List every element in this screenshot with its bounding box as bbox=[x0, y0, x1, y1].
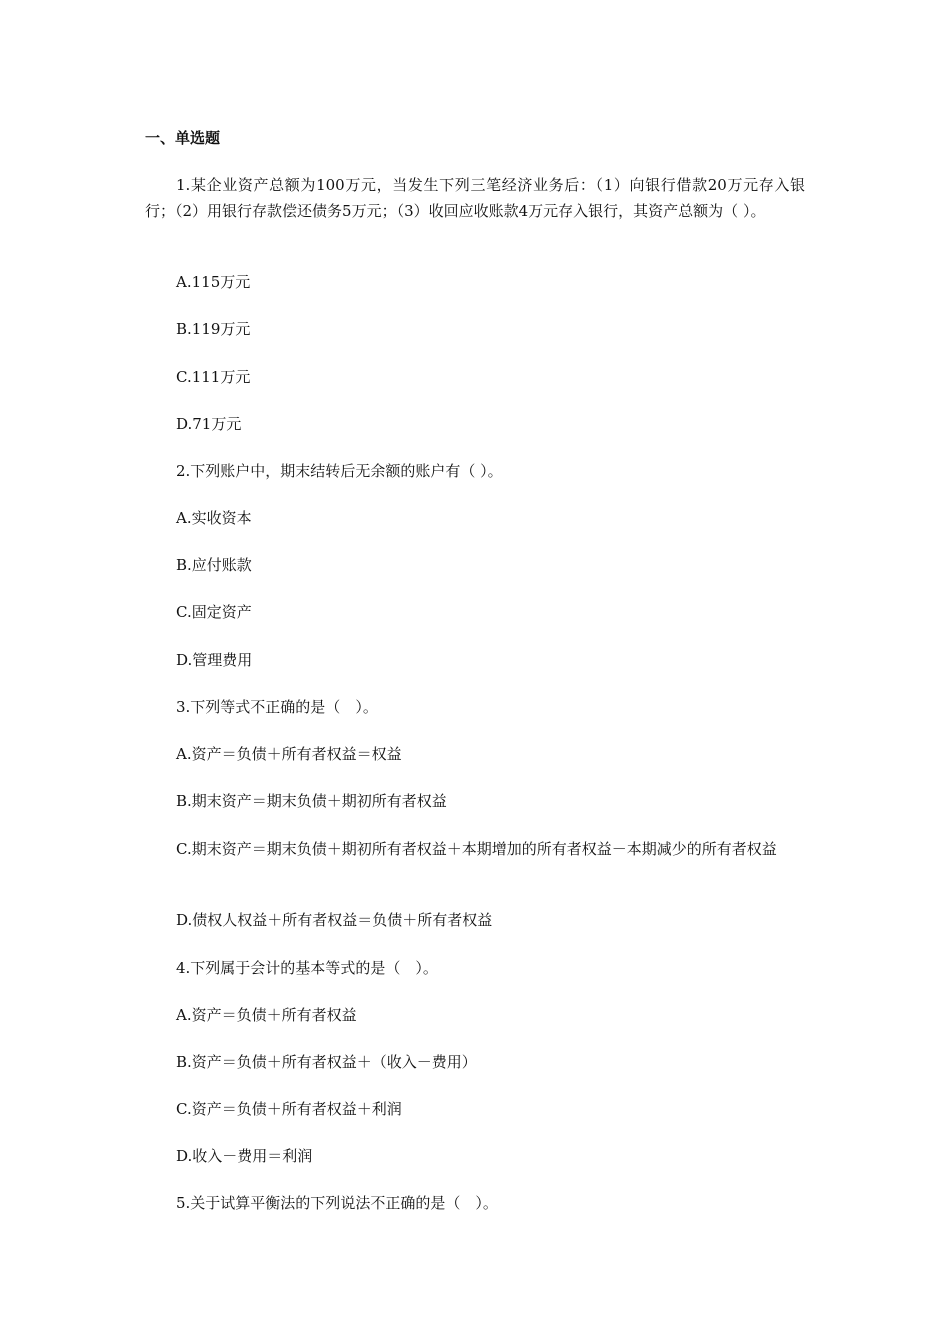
question-4-option-c: C.资产＝负债＋所有者权益＋利润 bbox=[176, 1100, 402, 1118]
question-3-option-c: C.期末资产＝期末负债＋期初所有者权益＋本期增加的所有者权益－本期减少的所有者权益 bbox=[176, 840, 777, 858]
question-3-stem: 3.下列等式不正确的是（ ）。 bbox=[176, 698, 378, 716]
question-2-option-d: D.管理费用 bbox=[176, 651, 253, 669]
question-2-option-c: C.固定资产 bbox=[176, 603, 252, 621]
question-2-option-a: A.实收资本 bbox=[176, 509, 252, 527]
question-2-option-b: B.应付账款 bbox=[176, 556, 252, 574]
question-3-option-a: A.资产＝负债＋所有者权益＝权益 bbox=[176, 745, 402, 763]
question-4-option-d: D.收入－费用＝利润 bbox=[176, 1147, 313, 1165]
question-1-option-b: B.119万元 bbox=[176, 320, 251, 338]
question-4-option-a: A.资产＝负债＋所有者权益 bbox=[176, 1006, 357, 1024]
question-1-option-c: C.111万元 bbox=[176, 368, 251, 386]
question-1-option-d: D.71万元 bbox=[176, 415, 242, 433]
question-4-stem: 4.下列属于会计的基本等式的是（ ）。 bbox=[176, 959, 438, 977]
question-1-option-a: A.115万元 bbox=[176, 273, 251, 291]
question-3-option-d: D.债权人权益＋所有者权益＝负债＋所有者权益 bbox=[176, 911, 493, 929]
question-2-stem: 2.下列账户中，期末结转后无余额的账户有（ ）。 bbox=[176, 462, 503, 480]
question-5-stem: 5.关于试算平衡法的下列说法不正确的是（ ）。 bbox=[176, 1194, 498, 1212]
section-title: 一、单选题 bbox=[145, 129, 221, 147]
question-4-option-b: B.资产＝负债＋所有者权益＋（收入－费用） bbox=[176, 1053, 477, 1071]
question-3-option-b: B.期末资产＝期末负债＋期初所有者权益 bbox=[176, 792, 447, 810]
question-1-stem: 1.某企业资产总额为100万元，当发生下列三笔经济业务后：（1）向银行借款20万元存入银行；（2）用银行存款偿还债务5万元；（3）收回应收账款4万元存入银行，其资产总额为（ ）。 bbox=[145, 176, 805, 220]
